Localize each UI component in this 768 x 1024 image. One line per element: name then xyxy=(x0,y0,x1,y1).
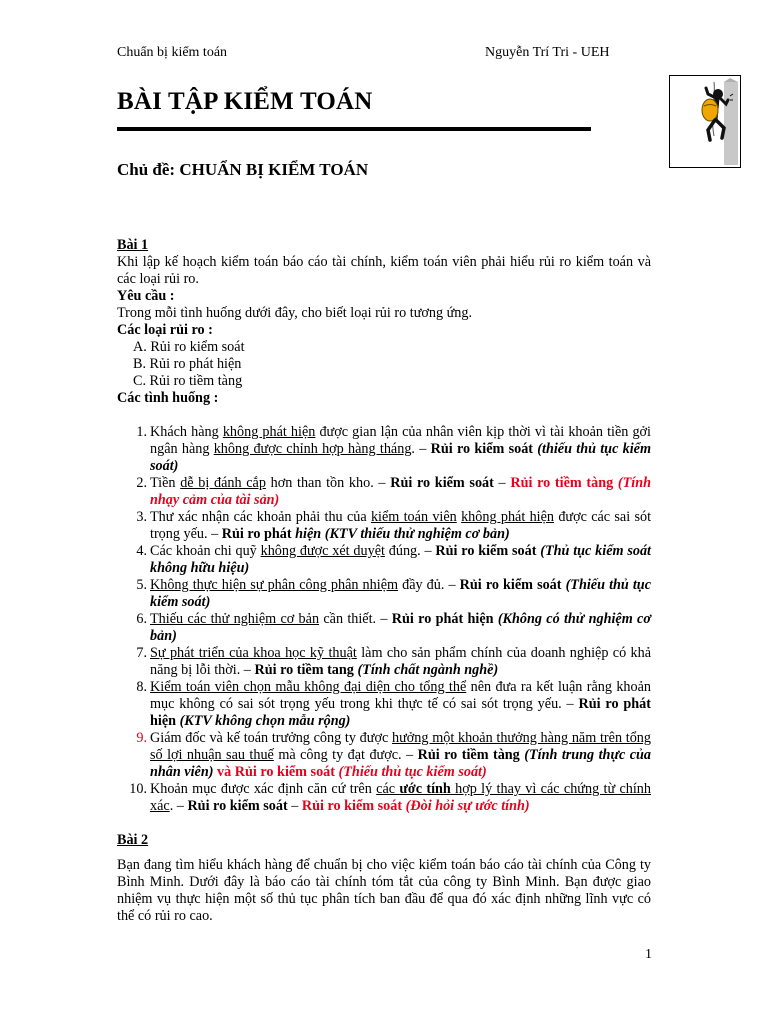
page-title: BÀI TẬP KIỂM TOÁN xyxy=(117,88,373,115)
risk-type-c: C. Rủi ro tiềm tàng xyxy=(133,373,243,389)
page-number: 1 xyxy=(645,947,652,962)
risk-explanation: (Tính chất ngành nghề) xyxy=(353,662,499,678)
header-right: Nguyễn Trí Tri - UEH xyxy=(485,45,610,60)
situation-item: 9. Giám đốc và kế toán trưởng công ty được hưởng một khoản thưởng hàng năm trên tổng số lợi nhuận sau thuế mà công ty đạt được. – Rủi ro tiềm tàng (Tính trung thực của nhân viên) và Rủi ro kiểm soát (Thiếu thủ tục kiểm soát) xyxy=(136,730,651,780)
risk-answer: Rủi ro phát xyxy=(221,526,296,542)
situation-item: 4. Các khoản chi quỹ không được xét duyệt đúng. – Rủi ro kiểm soát (Thủ tục kiểm soát không hữu hiệu) xyxy=(136,543,651,576)
risk-answer: Rủi ro kiểm soát xyxy=(459,577,562,593)
risk-answer: Rủi ro kiểm soát xyxy=(390,475,494,491)
header-left: Chuẩn bị kiểm toán xyxy=(117,45,228,60)
risk-explanation: (Thiếu thủ tục kiểm soát) xyxy=(150,577,651,610)
risk-type-b: B. Rủi ro phát hiện xyxy=(133,356,242,372)
situation-item: 10. Khoản mục được xác định căn cứ trên các ước tính hợp lý thay vì các chứng từ chính xác. – Rủi ro kiểm soát – Rủi ro kiểm soát (Đòi hỏi sự ước tính) xyxy=(129,781,651,814)
risk-explanation: (Không có thử nghiệm cơ bản) xyxy=(150,611,651,644)
risk-answer: Rủi ro kiểm soát xyxy=(187,798,288,814)
risk-explanation: hiện (KTV thiếu thử nghiệm cơ bản) xyxy=(295,526,510,542)
risk-answer: Rủi ro phát hiện xyxy=(391,611,494,627)
risk-explanation: (Thủ tục kiểm soát không hữu hiệu) xyxy=(150,543,651,576)
risk-answer-correction: Rủi ro kiểm soát xyxy=(234,764,335,780)
logo-frame xyxy=(669,75,741,168)
risk-explanation: (Tính trung thực của nhân viên) xyxy=(150,747,651,780)
situation-item: 2. Tiền dễ bị đánh cắp hơn than tồn kho. – Rủi ro kiểm soát – Rủi ro tiềm tàng (Tính nhạy cảm của tài sản) xyxy=(136,475,652,508)
situation-item: 1. Khách hàng không phát hiện được gian lận của nhân viên kịp thời vì tài khoản tiền gởi ngân hàng không được chỉnh hợp hàng tháng. – Rủi ro kiểm soát (thiếu thủ tục kiểm soát) xyxy=(136,424,652,474)
situation-item: 3. Thư xác nhận các khoản phải thu của kiểm toán viên không phát hiện được các sai sót trọng yếu. – Rủi ro phát hiện (KTV thiếu thử nghiệm cơ bản) xyxy=(136,509,652,542)
requirement-label: Yêu cầu : xyxy=(117,288,175,304)
risk-types-list xyxy=(117,339,651,390)
situations-list xyxy=(117,424,651,815)
risk-explanation: (Thiếu thủ tục kiểm soát) xyxy=(334,764,487,780)
exercise-1-intro: Khi lập kế hoạch kiểm toán báo cáo tài chính, kiểm toán viên phải hiểu rủi ro kiểm toán và các loại rủi ro. xyxy=(117,254,651,287)
risk-explanation: (KTV không chọn mẫu rộng) xyxy=(176,713,351,729)
situation-item: 6. Thiếu các thử nghiệm cơ bản cần thiết. – Rủi ro phát hiện (Không có thử nghiệm cơ bản) xyxy=(136,611,651,644)
document-body xyxy=(117,237,651,925)
risk-types-label: Các loại rủi ro : xyxy=(117,322,213,338)
risk-answer: Rủi ro phát hiện xyxy=(150,696,651,729)
climber-with-backpack-icon xyxy=(670,76,740,167)
risk-answer-correction: Rủi ro kiểm soát xyxy=(301,798,403,814)
exercise-2-intro: Bạn đang tìm hiểu khách hàng để chuẩn bị cho việc kiểm toán báo cáo tài chính của Công ty Bình Minh. Dưới đây là báo cáo tài chính tóm tắt của công ty Bình Minh. Bạn được giao nhiệm vụ thực hiện một số thủ tục phân tích ban đầu để qua đó xác định những lĩnh vực có thể có rủi ro cao. xyxy=(117,857,651,924)
situation-item: 5. Không thực hiện sự phân công phân nhiệm đầy đủ. – Rủi ro kiểm soát (Thiếu thủ tục kiểm soát) xyxy=(136,577,651,610)
situations-label: Các tình huống : xyxy=(117,390,219,406)
exercise-2-title: Bài 2 xyxy=(117,832,149,848)
risk-explanation: (thiếu thủ tục kiểm soát) xyxy=(150,441,652,474)
situation-item: 7. Sự phát triển của khoa học kỹ thuật làm cho sản phẩm chính của doanh nghiệp có khả năng bị lỗi thời. – Rủi ro tiềm tang (Tính chất ngành nghề) xyxy=(136,645,652,678)
title-underline-rule xyxy=(117,127,591,131)
risk-explanation: (Tính nhạy cảm của tài sản) xyxy=(150,475,652,508)
situation-item: 8. Kiểm toán viên chọn mẫu không đại diện cho tổng thể nên đưa ra kết luận rằng khoản mục không có sai sót trọng yếu trong khi thực tế có sai sót trọng yếu. – Rủi ro phát hiện (KTV không chọn mẫu rộng) xyxy=(136,679,651,729)
risk-answer: Rủi ro tiềm tang xyxy=(254,662,354,678)
risk-answer-correction: Rủi ro tiềm tàng xyxy=(510,475,614,491)
risk-answer: Rủi ro kiểm soát xyxy=(430,441,534,457)
risk-explanation: (Đòi hỏi sự ước tính) xyxy=(402,798,530,814)
exercise-1-title: Bài 1 xyxy=(117,237,149,253)
risk-answer: Rủi ro kiểm soát xyxy=(435,543,537,559)
risk-answer: Rủi ro tiềm tàng xyxy=(417,747,520,763)
subject-heading: Chủ đề: CHUẨN BỊ KIỂM TOÁN xyxy=(117,160,369,179)
risk-type-a: A. Rủi ro kiểm soát xyxy=(133,339,245,355)
requirement-text: Trong mỗi tình huống dưới đây, cho biết loại rủi ro tương ứng. xyxy=(117,305,473,321)
